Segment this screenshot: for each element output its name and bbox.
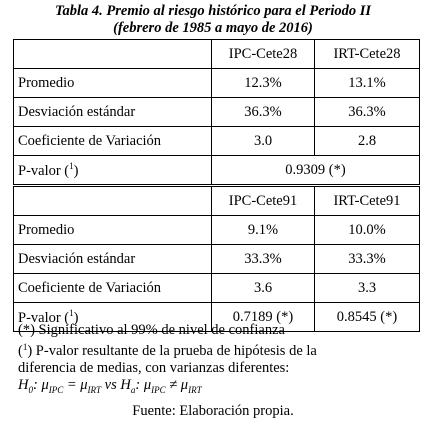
cell-value: 10.0% [315, 216, 420, 245]
cell-value: 33.3% [212, 245, 315, 274]
table-subtitle: (febrero de 1985 a mayo de 2016) [113, 20, 313, 36]
cell-value: 36.3% [315, 98, 420, 127]
table-row [14, 216, 420, 245]
row-label-coeficiente: Coeficiente de Variación [14, 274, 212, 303]
header-ipc-cete91: IPC-Cete91 [212, 187, 315, 216]
cell-value: 12.3% [212, 69, 315, 98]
row-label-coeficiente: Coeficiente de Variación [14, 127, 212, 156]
table-title: Tabla 4. Premio al riesgo histórico para el Periodo II [54, 3, 372, 19]
cell-pvalue-merged: 0.9309 (*) [212, 156, 420, 185]
note-pvalue-cont: diferencia de medias, con varianzas diferentes: [18, 360, 290, 376]
header-blank-cell [14, 187, 212, 216]
cell-pvalue-a: 0.7189 (*) [212, 303, 315, 332]
row-label-desviacion: Desviación estándar [14, 98, 212, 127]
cell-pvalue-b: 0.8545 (*) [315, 303, 420, 332]
source-note: Fuente: Elaboración propia. [132, 403, 294, 419]
cell-value: 3.0 [212, 127, 315, 156]
header-blank-cell [14, 40, 212, 69]
cell-value: 3.3 [315, 274, 420, 303]
cell-value: 3.6 [212, 274, 315, 303]
row-label-promedio: Promedio [14, 69, 212, 98]
table-header-row [14, 40, 420, 69]
risk-premium-table-28 [13, 39, 420, 185]
cell-value: 33.3% [315, 245, 420, 274]
header-irt-cete91: IRT-Cete91 [315, 187, 420, 216]
note-pvalue: ($^1$) P-valor resultante de la prueba de hipótesis de la [18, 342, 317, 359]
table-row [14, 274, 420, 303]
header-irt-cete28: IRT-Cete28 [315, 40, 420, 69]
cell-value: 2.8 [315, 127, 420, 156]
table-row [14, 69, 420, 98]
row-label-desviacion: Desviación estándar [14, 245, 212, 274]
row-label-pvalor: P-valor ($^1$) [14, 303, 212, 332]
row-label-promedio: Promedio [14, 216, 212, 245]
note-significance: (*) Significativo al 99% de nivel de confianza [18, 322, 285, 338]
cell-value: 9.1% [212, 216, 315, 245]
hypothesis-formula: $H_0$: $\mu_{IPC} = \mu_{IRT}$ vs $H_a$: $\mu_{IPC} \ne \mu_{IRT}$ [18, 377, 202, 395]
table-row [14, 98, 420, 127]
risk-premium-table-91 [13, 186, 420, 332]
cell-value: 13.1% [315, 69, 420, 98]
header-ipc-cete28: IPC-Cete28 [212, 40, 315, 69]
table-header-row [14, 187, 420, 216]
table-row [14, 245, 420, 274]
row-label-pvalor: P-valor ($^1$) [14, 156, 212, 185]
table-row-pvalue [14, 156, 420, 185]
table-row [14, 127, 420, 156]
cell-value: 36.3% [212, 98, 315, 127]
table-notes [18, 322, 418, 399]
